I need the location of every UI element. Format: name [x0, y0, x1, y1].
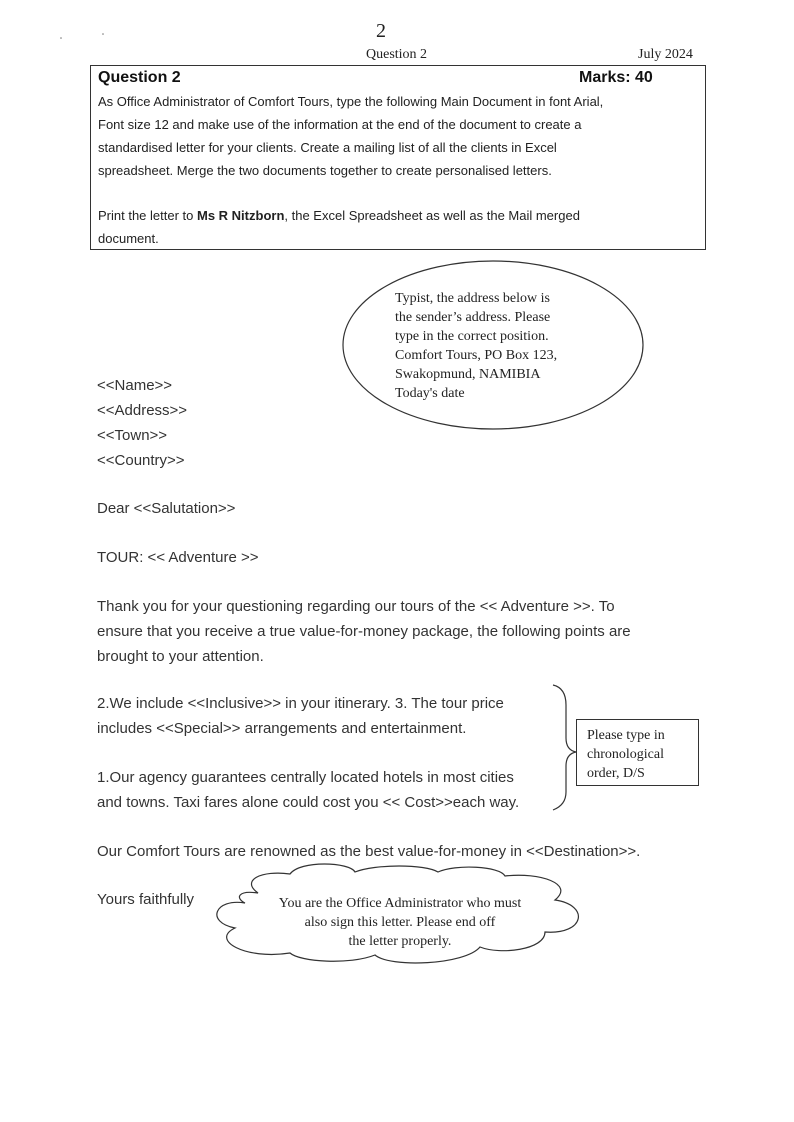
- salutation: Dear <<Salutation>>: [97, 500, 236, 517]
- instruction-line: Font size 12 and make use of the information at the end of the document to create a: [98, 117, 582, 132]
- page-number-mark: 2: [376, 20, 386, 42]
- oval-note-line: Typist, the address below is: [395, 291, 550, 306]
- print-instructions: [98, 204, 698, 250]
- oval-note-line: the sender’s address. Please: [395, 310, 551, 325]
- point-line: includes <<Special>> arrangements and entertainment.: [97, 720, 467, 737]
- cloud-note-text: [258, 894, 542, 951]
- cloud-note-line: You are the Office Administrator who must: [278, 896, 522, 911]
- side-note-line: order, D/S: [587, 766, 645, 781]
- point-one: [97, 765, 519, 815]
- header-date: July 2024: [638, 47, 693, 62]
- oval-note-line: Swakopmund, NAMIBIA: [395, 367, 541, 382]
- points-two-three: [97, 691, 504, 741]
- intro-paragraph: [97, 594, 631, 669]
- recipient-name: Ms R Nitzborn: [197, 208, 285, 223]
- instruction-line: spreadsheet. Merge the two documents together to create personalised letters.: [98, 163, 552, 178]
- oval-note-text: [395, 289, 557, 403]
- header-question: Question 2: [366, 47, 428, 62]
- side-note-line: Please type in: [587, 728, 665, 743]
- intro-line: Thank you for your questioning regarding our tours of the << Adventure >>. To: [97, 598, 615, 615]
- merge-field-name: <<Name>>: [97, 377, 173, 394]
- cloud-note-line: also sign this letter. Please end off: [304, 915, 496, 930]
- merge-field-country: <<Country>>: [97, 452, 185, 469]
- question-marks: Marks: 40: [579, 69, 653, 86]
- scan-speck: [102, 33, 104, 35]
- scan-speck: [60, 37, 62, 39]
- print-line: document.: [98, 231, 159, 246]
- print-text: , the Excel Spreadsheet as well as the Mail merged: [284, 208, 580, 223]
- merge-field-address: <<Address>>: [97, 402, 188, 419]
- complimentary-close: Yours faithfully: [97, 891, 195, 908]
- closing-paragraph: Our Comfort Tours are renowned as the best value-for-money in <<Destination>>.: [97, 843, 641, 860]
- point-line: 1.Our agency guarantees centrally located hotels in most cities: [97, 769, 514, 786]
- side-note-line: chronological: [587, 747, 664, 762]
- print-line: [98, 204, 698, 227]
- oval-note-line: type in the correct position.: [395, 329, 549, 344]
- merge-field-town: <<Town>>: [97, 427, 168, 444]
- cloud-note-line: the letter properly.: [348, 934, 452, 949]
- tour-subject-line: TOUR: << Adventure >>: [97, 549, 259, 566]
- curly-brace: [553, 685, 576, 810]
- intro-line: ensure that you receive a true value-for-money package, the following points are: [97, 623, 631, 640]
- question-title: Question 2: [98, 69, 181, 86]
- print-text: Print the letter to: [98, 208, 197, 223]
- instruction-line: standardised letter for your clients. Create a mailing list of all the clients in Excel: [98, 140, 557, 155]
- point-line: and towns. Taxi fares alone could cost you << Cost>>each way.: [97, 794, 520, 811]
- address-block: [97, 373, 187, 473]
- question-instructions: [98, 90, 698, 182]
- intro-line: brought to your attention.: [97, 648, 264, 665]
- oval-note-line: Today's date: [395, 386, 465, 401]
- side-note-text: [587, 726, 665, 783]
- point-line: 2.We include <<Inclusive>> in your itinerary. 3. The tour price: [97, 695, 504, 712]
- instruction-line: As Office Administrator of Comfort Tours, type the following Main Document in font Arial,: [98, 94, 604, 109]
- oval-note-line: Comfort Tours, PO Box 123,: [395, 348, 558, 363]
